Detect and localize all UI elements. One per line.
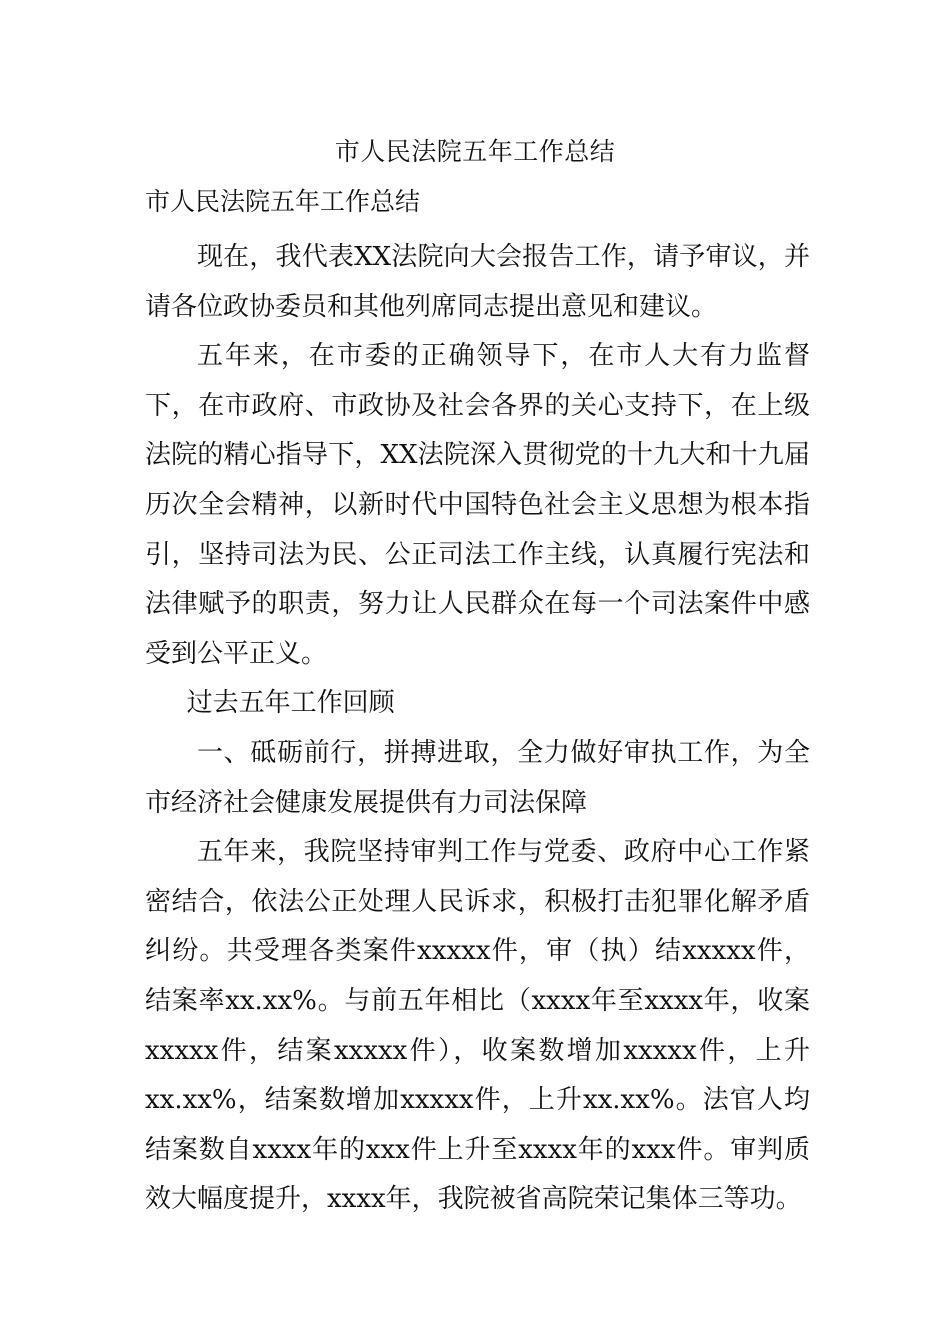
section-heading: 过去五年工作回顾 bbox=[186, 688, 395, 719]
paragraph-intro: 现在，我代表XX法院向大会报告工作，请予审议，并请各位政协委员和其他列席同志提出意见和建议。 bbox=[145, 242, 810, 322]
document-title: 市人民法院五年工作总结 bbox=[334, 137, 616, 166]
document-body bbox=[145, 233, 810, 1225]
paragraph-statistics: 五年来，我院坚持审判工作与党委、政府中心工作紧密结合，依法公正处理人民诉求，积极打击犯罪化解矛盾纠纷。共受理各类案件xxxxx件，审（执）结xxxxx件，结案率xx.xx%。与前五年相比（xxxx年至xxxx年，收案xxxxx件，结案xxxxx件），收案数增加xxxxx件，上升xx.xx%，结案数增加xxxxx件，上升xx.xx%。法官人均结案数自xxxx年的xxx件上升至xxxx年的xxx件。审判质效大幅度提升，xxxx年，我院被省高院荣记集体三等功。 bbox=[145, 837, 810, 1215]
paragraph-overview: 五年来，在市委的正确领导下，在市人大有力监督下，在市政府、市政协及社会各界的关心支持下，在上级法院的精心指导下，XX法院深入贯彻党的十九大和十九届历次全会精神，以新时代中国特色社会主义思想为根本指引，坚持司法为民、公正司法工作主线，认真履行宪法和法律赋予的职责，努力让人民群众在每一个司法案件中感受到公平正义。 bbox=[145, 341, 810, 669]
document-subtitle: 市人民法院五年工作总结 bbox=[145, 187, 421, 216]
section-item-heading: 一、砥砺前行，拼搏进取，全力做好审执工作，为全市经济社会健康发展提供有力司法保障 bbox=[145, 737, 810, 818]
